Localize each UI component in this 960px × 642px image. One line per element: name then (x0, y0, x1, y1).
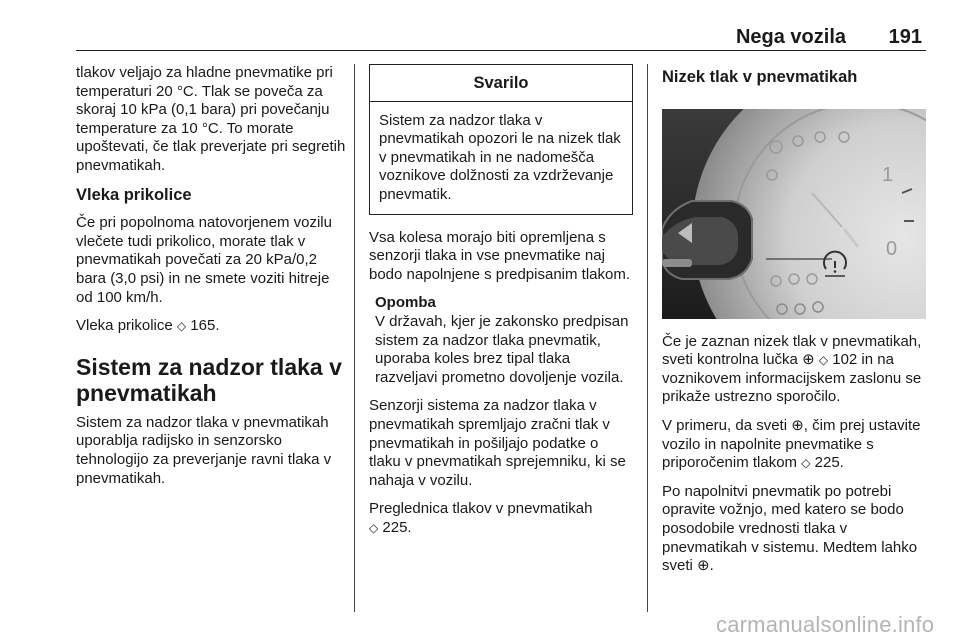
paragraph-low-pressure-detected (662, 333, 926, 407)
warning-title: Svarilo (370, 65, 632, 102)
reference-page: 165. (190, 317, 220, 335)
reference-page: 225. (382, 518, 412, 536)
reference-page: 225. (814, 454, 844, 472)
reference-label: Vleka prikolice (76, 317, 173, 335)
column-divider-2 (647, 64, 648, 612)
section-title: Nega vozila (735, 26, 846, 48)
page-reference-icon: ◇ (818, 353, 829, 368)
reference-label: Preglednica tlakov v pnevmatikah (369, 500, 593, 518)
column-divider-1 (354, 64, 355, 612)
text-run: Če je zaznan nizek tlak v pnevmatikah, sveti kontrolna lučka (662, 332, 922, 369)
gauge-mark-zero: 0 (886, 237, 898, 260)
text-run: , čim prej ustavite vozilo in napolnite pnevmatike s priporočenim tlakom (662, 416, 921, 472)
page-reference-icon: ◇ (801, 456, 811, 471)
column-1 (76, 64, 346, 498)
note-title: Opomba (375, 294, 436, 312)
warning-text: Sistem za nadzor tlaka v pnevmatikah opozori le na nizek tlak v pnevmatikah in ne nadomešča voznikove dolžnosti za vzdrževanje pnevmatik. (379, 111, 621, 203)
paragraph-trailer: Če pri popolnoma natovorjenem vozilu vlečete tudi prikolico, morate tlak v pnevmatikah povečati za 20 kPa/0,2 bara (3,0 psi) in ne smete voziti hitreje od 100 km/h. (76, 214, 332, 306)
paragraph-cold-tyres: tlakov veljajo za hladne pnevmatike pri temperaturi 20 °C. Tlak se poveča za skoraj 10 kPa (0,1 bara) pri povečanju temperature za 10 °C. To morate upoštevati, če tlak preverjate pri segretih pnevmatikah. (76, 64, 346, 174)
tpms-symbol-icon: ⊕ (791, 416, 804, 434)
note-block (369, 294, 633, 387)
heading-tpms: Sistem za nadzor tlaka v pnevmatikah (76, 353, 342, 406)
text-run: . (709, 557, 714, 575)
text-run: 102 in na voznikovem informacijskem zaslonu se prikaže ustrezno sporočilo. (662, 351, 922, 406)
tpms-symbol-icon: ⊕ (697, 557, 710, 575)
instrument-cluster-photo (662, 109, 926, 319)
page-number: 191 (888, 26, 922, 48)
watermark: carmanualsonline.info (716, 612, 935, 637)
page-reference-icon: ◇ (176, 319, 187, 334)
heading-low-pressure: Nizek tlak v pnevmatikah (662, 68, 858, 86)
column-3 (662, 64, 926, 586)
text-run: V primeru, da sveti (662, 416, 788, 434)
page-header (76, 24, 926, 51)
page-reference-icon: ◇ (369, 520, 379, 535)
warning-box (369, 64, 633, 215)
heading-trailer: Vleka prikolice (76, 185, 192, 204)
column-2 (369, 64, 633, 547)
text-run: Po napolnitvi pnevmatik po potrebi opravite vožnjo, med katero se bodo posodobile vrednosti tlaka v pnevmatikah v sistemu. Medtem lahko sveti (662, 482, 918, 575)
gauge-mark-one: 1 (882, 163, 894, 186)
paragraph-tpms: Sistem za nadzor tlaka v pnevmatikah uporablja radijsko in senzorsko tehnologijo za preverjanje ravni tlaka v pnevmatikah. (76, 413, 332, 487)
pressure-table-reference (369, 500, 633, 537)
paragraph-sensors-required: Vsa kolesa morajo biti opremljena s senzorji tlaka in vse pnevmatike naj bodo napolnjene s predpisanim tlakom. (369, 228, 630, 283)
trailer-reference (76, 317, 346, 336)
paragraph-sensor-function: Senzorji sistema za nadzor tlaka v pnevmatikah spremljajo zračni tlak v pnevmatikah in pošiljajo podatke o tlaku v pnevmatikah sprejemniku, ki se nahaja v vozilu. (369, 397, 626, 489)
tpms-symbol-icon: ⊕ (802, 351, 815, 369)
paragraph-stop-vehicle (662, 417, 926, 473)
paragraph-after-inflation (662, 483, 926, 576)
note-text: V državah, kjer je zakonsko predpisan sistem za nadzor tlaka pnevmatik, uporaba koles brez tipal tlaka razveljavi prometno dovoljenje vozila. (375, 312, 629, 386)
